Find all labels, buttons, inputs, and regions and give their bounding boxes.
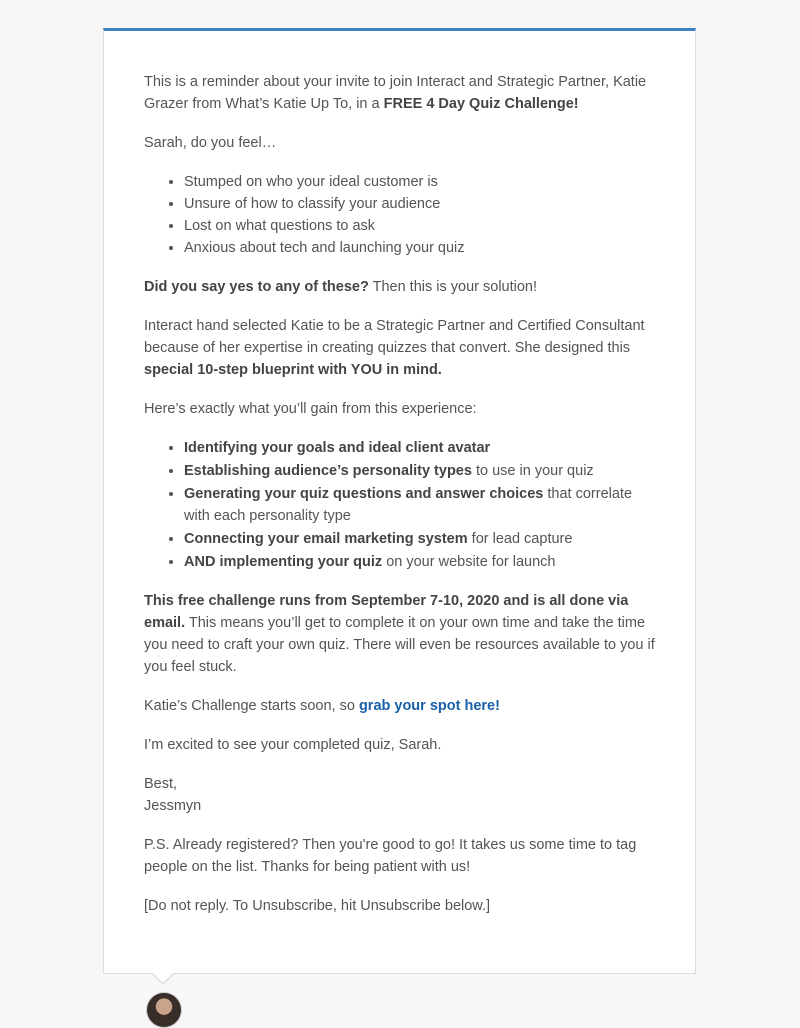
intro-bold: FREE 4 Day Quiz Challenge! bbox=[383, 96, 579, 112]
yes-paragraph bbox=[144, 276, 656, 298]
signature-name: Jessmyn bbox=[144, 798, 202, 814]
gain-bold: Identifying your goals and ideal client avatar bbox=[184, 440, 491, 456]
dates-bold: This free challenge runs from September 7-10, 2020 and is all done via email. bbox=[144, 593, 629, 631]
signoff: Best, bbox=[144, 776, 178, 792]
speech-pointer-inner bbox=[153, 973, 173, 983]
question-paragraph: Sarah, do you feel… bbox=[144, 135, 277, 151]
list-item bbox=[184, 437, 656, 459]
intro-text: This is a reminder about your invite to join Interact and Strategic Partner, Katie Grazer from What’s Katie Up To, in a bbox=[144, 74, 647, 112]
list-item bbox=[184, 460, 656, 482]
email-card bbox=[103, 28, 696, 974]
excited-paragraph: I’m excited to see your completed quiz, Sarah. bbox=[144, 737, 442, 753]
feelings-list bbox=[144, 171, 656, 259]
signature-block bbox=[144, 773, 656, 817]
gain-bold: Generating your quiz questions and answer choices bbox=[184, 486, 544, 502]
list-item: • Stumped on who your ideal customer is bbox=[184, 171, 656, 193]
cta-paragraph bbox=[144, 695, 656, 717]
gains-list bbox=[144, 437, 656, 573]
ps-paragraph: P.S. Already registered? Then you're good to go! It takes us some time to tag people on the list. Thanks for being patient with us! bbox=[144, 837, 637, 875]
gain-text: to use in your quiz bbox=[471, 463, 594, 479]
partner-text: Interact hand selected Katie to be a Strategic Partner and Certified Consultant because of her expertise in creating quizzes that convert. She designed this bbox=[144, 318, 645, 356]
list-item bbox=[184, 551, 656, 573]
gain-bold: Connecting your email marketing system bbox=[184, 531, 468, 547]
partner-paragraph bbox=[144, 315, 656, 381]
dates-paragraph bbox=[144, 590, 656, 678]
list-item: • Anxious about tech and launching your quiz bbox=[184, 237, 656, 259]
avatar bbox=[146, 992, 182, 1028]
partner-bold: special 10-step blueprint with YOU in mind. bbox=[144, 362, 442, 378]
gain-text: that correlate with each personality type bbox=[184, 486, 633, 524]
grab-spot-link[interactable]: grab your spot here! bbox=[358, 698, 500, 714]
intro-paragraph bbox=[144, 71, 656, 115]
gain-text: for lead capture bbox=[467, 531, 573, 547]
yes-bold: Did you say yes to any of these? bbox=[144, 279, 369, 295]
gain-text: on your website for launch bbox=[382, 554, 556, 570]
list-item: • Unsure of how to classify your audience bbox=[184, 193, 656, 215]
cta-text: Katie’s Challenge starts soon, so bbox=[144, 698, 359, 714]
list-item bbox=[184, 528, 656, 550]
gain-bold: Establishing audience’s personality types bbox=[184, 463, 472, 479]
yes-text: Then this is your solution! bbox=[368, 279, 538, 295]
noreply-paragraph: [Do not reply. To Unsubscribe, hit Unsubscribe below.] bbox=[144, 898, 491, 914]
gain-intro: Here’s exactly what you’ll gain from this experience: bbox=[144, 401, 477, 417]
email-body bbox=[144, 71, 656, 934]
gain-bold: AND implementing your quiz bbox=[184, 554, 383, 570]
list-item: • Lost on what questions to ask bbox=[184, 215, 656, 237]
dates-text: This means you’ll get to complete it on your own time and take the time you need to craft your own quiz. There will even be resources available to you if you feel stuck. bbox=[144, 615, 655, 675]
list-item bbox=[184, 483, 656, 527]
